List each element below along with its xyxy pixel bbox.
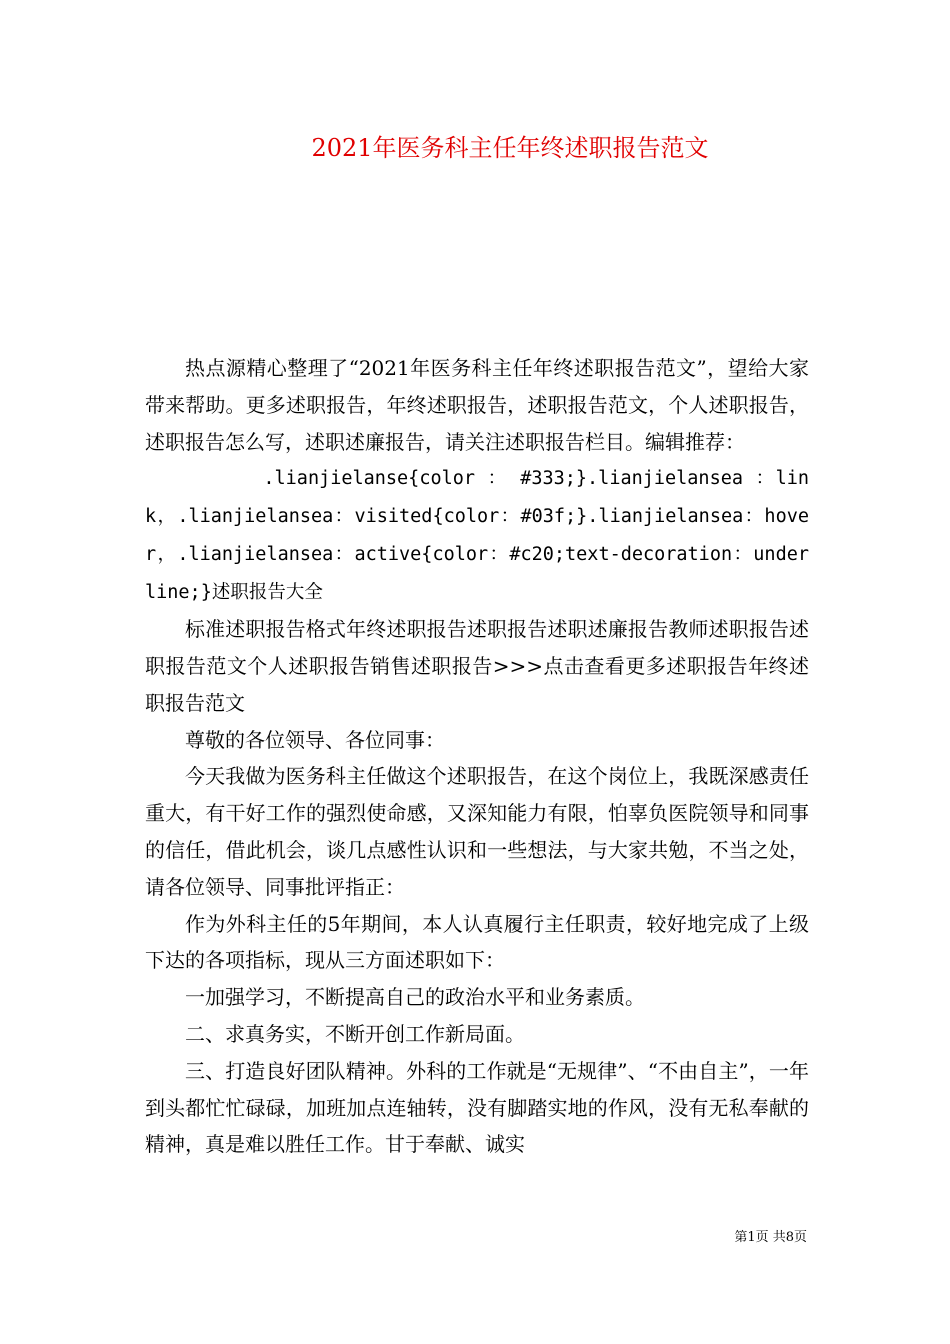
paragraph-overview: 作为外科主任的5年期间，本人认真履行主任职责，较好地完成了上级下达的各项指标，现从三方面述职如下： [145, 911, 809, 973]
page-number: 第1页 共8页 [734, 1230, 807, 1245]
document-title: 2021年医务科主任年终述职报告范文 [311, 134, 709, 162]
paragraph-salutation: 尊敬的各位领导、各位同事： [185, 727, 445, 752]
paragraph-intro: 热点源精心整理了“2021年医务科主任年终述职报告范文”，望给大家带来帮助。更多述职报告，年终述职报告，述职报告范文，个人述职报告，述职报告怎么写，述职述廉报告，请关注述职报告栏目。编辑推荐： [145, 356, 809, 454]
paragraph-point-one: 一加强学习，不断提高自己的政治水平和业务素质。 [185, 985, 645, 1010]
paragraph-opening: 今天我做为医务科主任做这个述职报告，在这个岗位上，我既深感责任重大，有干好工作的强烈使命感，又深知能力有限，怕辜负医院领导和同事的信任，借此机会，谈几点感性认识和一些想法，与大家共勉，不当之处，请各位领导、同事批评指正： [145, 764, 809, 899]
paragraph-point-three: 三、打造良好团队精神。外科的工作就是“无规律”、“不由自主”，一年到头都忙忙碌碌，加班加点连轴转，没有脚踏实地的作风，没有无私奉献的精神，真是难以胜任工作。甘于奉献、诚实 [145, 1058, 809, 1157]
paragraph-css-snippet: .lianjielanse{color ： #333;}.lianjielansea ：link，.lianjielansea：visited{color：#03f;}.lianjielansea：hover，.lianjielansea：active{color：#c20;text-decoration：underline;}述职报告大全 [145, 468, 809, 603]
document-body [145, 350, 809, 1163]
paragraph-related-links: 标准述职报告格式年终述职报告述职报告述职述廉报告教师述职报告述职报告范文个人述职报告销售述职报告>>>点击查看更多述职报告年终述职报告范文 [145, 617, 809, 715]
paragraph-point-two: 二、求真务实，不断开创工作新局面。 [185, 1021, 525, 1046]
